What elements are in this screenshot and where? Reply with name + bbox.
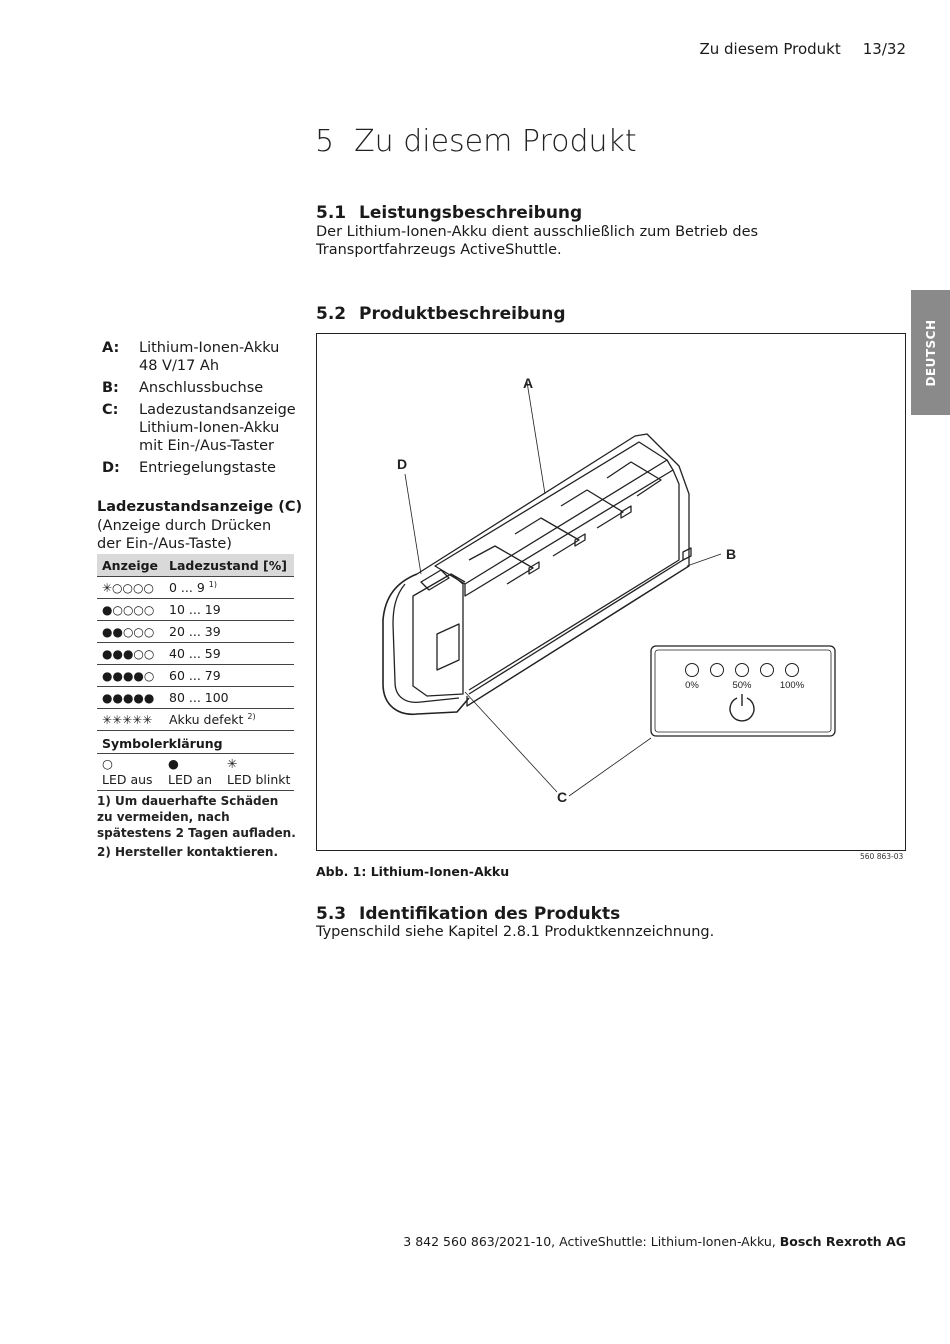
led-3 xyxy=(736,664,749,677)
footer-text: 3 842 560 863/2021-10, ActiveShuttle: Lithium-Ionen-Akku, xyxy=(403,1234,776,1249)
legend-text: Lithium-Ionen-Akku 48 V/17 Ah xyxy=(139,340,280,374)
table-row xyxy=(97,687,294,709)
table-row xyxy=(97,599,294,621)
table-row xyxy=(97,621,294,643)
symbol-legend-title: Symbolerklärung xyxy=(97,736,294,754)
footnote-ref: 2) xyxy=(247,711,256,721)
battery-body-outline xyxy=(417,434,689,706)
indicator-cell: ●○○○○ xyxy=(97,599,164,621)
footnote-ref: 1) xyxy=(208,579,217,589)
figure-label-d: D xyxy=(397,456,408,472)
level-cell xyxy=(164,577,294,599)
section-5-3-heading xyxy=(316,904,620,924)
page-footer xyxy=(403,1234,906,1249)
segment-slot xyxy=(575,534,585,546)
table-row xyxy=(97,665,294,687)
legend-item xyxy=(102,401,302,455)
end-cap-recess xyxy=(413,574,463,696)
bottom-rail xyxy=(467,566,689,706)
figure-label-a: A xyxy=(523,375,534,391)
level-value: 10 ... 19 xyxy=(169,602,221,617)
connector-b xyxy=(683,548,691,560)
charge-table xyxy=(97,554,294,731)
segment-band xyxy=(469,546,533,584)
charge-table-title: Ladezustandsanzeige (C) xyxy=(97,499,303,515)
symbol-led-blink: ✳ xyxy=(227,756,238,771)
indicator-cell: ●●○○○ xyxy=(97,621,164,643)
figure-frame xyxy=(316,333,906,851)
section-5-1-heading xyxy=(316,203,582,223)
legend-key: C: xyxy=(102,402,119,418)
leader-c xyxy=(569,738,651,796)
legend-key: B: xyxy=(102,380,119,396)
figure-caption: Abb. 1: Lithium-Ionen-Akku xyxy=(316,864,510,879)
led-1 xyxy=(686,664,699,677)
control-panel xyxy=(651,646,835,736)
header-section: Zu diesem Produkt xyxy=(699,40,841,58)
control-panel-inner xyxy=(655,650,831,732)
symbol-legend xyxy=(97,756,294,791)
column-header-level: Ladezustand [%] xyxy=(164,554,294,577)
leader-c xyxy=(465,692,557,792)
legend-text: Anschlussbuchse xyxy=(139,380,264,396)
legend-key: D: xyxy=(102,460,120,476)
level-cell xyxy=(164,687,294,709)
legend-text: Ladezustandsanzeige Lithium-Ionen-Akku mit Ein-/Aus-Taster xyxy=(139,402,296,454)
legend-item xyxy=(102,459,302,477)
page-number: 13/32 xyxy=(862,40,906,58)
column-header-indicator: Anzeige xyxy=(97,554,164,577)
figure-legend xyxy=(102,339,302,481)
led-5 xyxy=(786,664,799,677)
segment-band xyxy=(607,462,661,496)
level-cell xyxy=(164,709,294,731)
legend-key: A: xyxy=(102,340,120,356)
symbol-label: LED aus xyxy=(102,772,153,787)
level-cell xyxy=(164,665,294,687)
section-5-2-heading xyxy=(316,304,566,324)
section-number: 5.3 xyxy=(316,904,347,924)
indicator-cell: ●●●●● xyxy=(97,687,164,709)
leader-d xyxy=(405,474,421,574)
end-cap-edge xyxy=(451,574,465,582)
table-header-row xyxy=(97,554,294,577)
indicator-cell: ✳✳✳✳✳ xyxy=(97,709,164,731)
indicator-cell: ●●●●○ xyxy=(97,665,164,687)
leader-a xyxy=(527,382,545,494)
language-tab xyxy=(911,290,950,415)
section-title: Produktbeschreibung xyxy=(359,304,566,324)
battery-illustration xyxy=(317,334,905,850)
level-value: 80 ... 100 xyxy=(169,690,229,705)
segment-slot xyxy=(529,562,539,574)
footnotes xyxy=(97,793,297,863)
footnote-2: 2) Hersteller kontaktieren. xyxy=(97,845,278,859)
level-value: 20 ... 39 xyxy=(169,624,221,639)
level-value: 0 ... 9 xyxy=(169,580,205,596)
section-5-1-text: Der Lithium-Ionen-Akku dient ausschließlich zum Betrieb des Transportfahrzeugs ActiveShuttle. xyxy=(316,224,759,258)
footer-company: Bosch Rexroth AG xyxy=(779,1234,906,1249)
section-number: 5.2 xyxy=(316,304,347,324)
chapter-title-text: Zu diesem Produkt xyxy=(354,124,637,159)
level-value: Akku defekt xyxy=(169,712,244,728)
table-row xyxy=(97,643,294,665)
section-title: Leistungsbeschreibung xyxy=(359,203,583,223)
panel-label-0: 0% xyxy=(685,680,699,691)
symbol-led-on: ● xyxy=(168,756,179,771)
running-header xyxy=(699,40,906,58)
indicator-cell: ✳○○○○ xyxy=(97,577,164,599)
level-value: 40 ... 59 xyxy=(169,646,221,661)
section-5-3-text: Typenschild siehe Kapitel 2.8.1 Produktkennzeichnung. xyxy=(316,924,715,940)
segment-band xyxy=(515,518,579,556)
level-value: 60 ... 79 xyxy=(169,668,221,683)
section-number: 5.1 xyxy=(316,203,347,223)
release-button xyxy=(421,570,449,590)
end-cap-inner xyxy=(393,584,459,702)
led-2 xyxy=(711,664,724,677)
battery-ridge xyxy=(465,460,673,596)
figure-label-c: C xyxy=(557,789,568,805)
table-row xyxy=(97,577,294,599)
led-4 xyxy=(761,664,774,677)
leader-b xyxy=(687,554,721,566)
chapter-number: 5 xyxy=(315,124,335,159)
table-row xyxy=(97,709,294,731)
figure-label-b: B xyxy=(726,546,737,562)
figure-id: 560 863-03 xyxy=(860,852,904,861)
end-cap xyxy=(383,574,469,714)
indicator-cell: ●●●○○ xyxy=(97,643,164,665)
symbol-label: LED blinkt xyxy=(227,772,291,787)
legend-text: Entriegelungstaste xyxy=(139,460,276,476)
charge-table-subtitle: (Anzeige durch Drücken der Ein-/Aus-Taste) xyxy=(97,518,272,552)
language-tab-label: DEUTSCH xyxy=(923,318,938,387)
section-title: Identifikation des Produkts xyxy=(359,904,621,924)
symbol-led-off: ○ xyxy=(102,756,113,771)
panel-label-100: 100% xyxy=(779,680,805,691)
legend-item xyxy=(102,339,302,375)
symbol-label: LED an xyxy=(168,772,213,787)
level-cell xyxy=(164,643,294,665)
battery-side-edge xyxy=(469,470,679,690)
panel-label-50: 50% xyxy=(732,680,752,691)
connector-slot xyxy=(437,624,459,670)
legend-item xyxy=(102,379,302,397)
segment-band xyxy=(561,490,623,528)
level-cell xyxy=(164,621,294,643)
level-cell xyxy=(164,599,294,621)
footnote-1: 1) Um dauerhafte Schäden zu vermeiden, nach spätestens 2 Tagen aufladen. xyxy=(97,794,296,840)
chapter-title xyxy=(315,124,637,159)
